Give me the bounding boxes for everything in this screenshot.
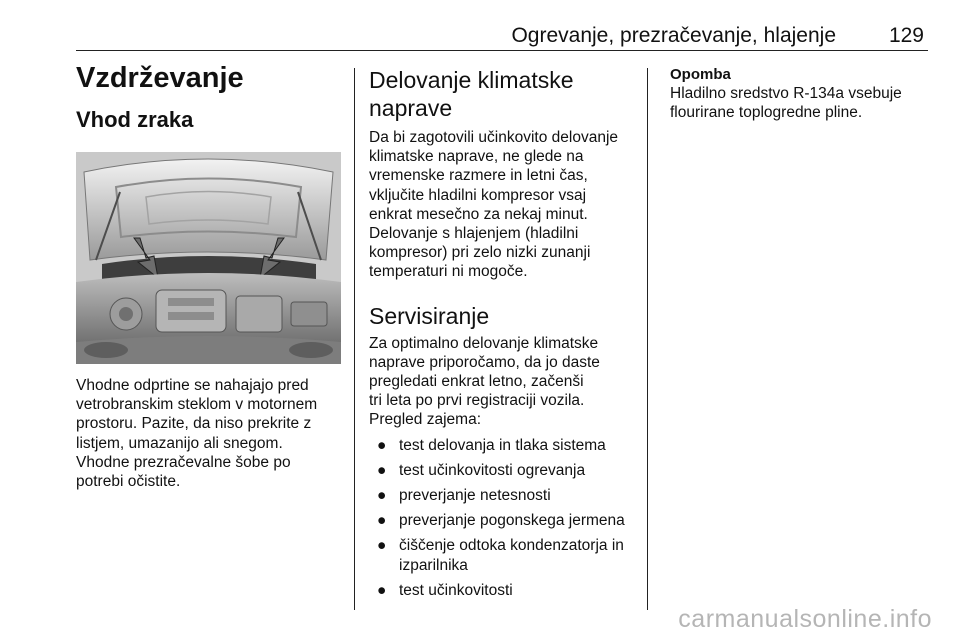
text-line: vremenske razmere in letni čas, <box>369 167 588 185</box>
text-line: prostoru. Pazite, da niso prekrite z <box>76 415 312 433</box>
section-heading: Vzdrževanje <box>76 62 244 94</box>
text-line: potrebi očistite. <box>76 473 181 491</box>
bullet-icon: ● <box>377 461 387 479</box>
list-item-text: test delovanja in tlaka sistema <box>399 436 606 454</box>
text-line: Vhodne odprtine se nahajajo pred <box>76 377 309 394</box>
list-item-text: izparilnika <box>399 556 468 574</box>
page-header <box>76 24 928 50</box>
watermark: carmanualsonline.info <box>678 605 932 633</box>
text-line: flourirane toplogredne pline. <box>670 104 863 122</box>
header-title: Ogrevanje, prezračevanje, hlajenje <box>511 24 836 47</box>
servicing-heading: Servisiranje <box>369 302 490 329</box>
column-divider-1 <box>354 68 355 610</box>
note-label: Opomba <box>670 66 731 83</box>
text-line: temperaturi ni mogoče. <box>369 263 528 281</box>
engine-bay-photo <box>76 152 341 364</box>
text-line: Vhodne prezračevalne šobe po <box>76 453 291 471</box>
left-column <box>76 60 341 491</box>
list-item-text: test učinkovitosti ogrevanja <box>399 461 586 479</box>
text-line: pregledati enkrat letno, začenši <box>369 373 584 391</box>
list-item <box>369 461 637 480</box>
bullet-icon: ● <box>377 512 387 530</box>
heading-line: Delovanje klimatske <box>369 67 574 93</box>
list-item-text: preverjanje netesnosti <box>399 487 551 505</box>
list-item-text: preverjanje pogonskega jermena <box>399 512 625 530</box>
bullet-icon: ● <box>377 436 387 454</box>
text-line: kompresor) pri zelo nizki zunanji <box>369 244 591 262</box>
header-divider <box>76 50 928 51</box>
note-text <box>670 84 930 122</box>
text-line: vključite hladilni kompresor vsaj <box>369 186 587 204</box>
left-body-text <box>76 376 341 491</box>
inspection-list <box>369 436 637 600</box>
servicing-text <box>369 334 637 430</box>
bullet-icon: ● <box>377 581 387 599</box>
text-line: Hladilno sredstvo R-134a vsebuje <box>670 85 902 102</box>
page-number: 129 <box>888 24 924 47</box>
text-line: Delovanje s hlajenjem (hladilni <box>369 225 579 243</box>
text-line: Da bi zagotovili učinkovito delovanje <box>369 129 619 146</box>
list-item <box>369 436 637 455</box>
list-item-text: čiščenje odtoka kondenzatorja in <box>399 537 624 555</box>
list-item-text: test učinkovitosti <box>399 581 513 599</box>
heading-line: naprave <box>369 95 453 121</box>
text-line: Pregled zajema: <box>369 411 482 429</box>
middle-column <box>369 66 637 606</box>
text-line: tri leta po prvi registraciji vozila. <box>369 392 585 410</box>
ac-operation-text <box>369 128 637 282</box>
text-line: vetrobranskim steklom v motornem <box>76 396 318 414</box>
list-item <box>369 536 637 574</box>
text-line: naprave priporočamo, da jo daste <box>369 353 600 371</box>
right-column <box>670 66 930 122</box>
list-item <box>369 511 637 530</box>
text-line: Za optimalno delovanje klimatske <box>369 334 599 352</box>
text-line: enkrat mesečno za nekaj minut. <box>369 205 588 223</box>
bullet-icon: ● <box>377 487 387 505</box>
column-divider-2 <box>647 68 648 610</box>
text-line: listjem, umazanijo ali snegom. <box>76 434 283 452</box>
subsection-heading: Vhod zraka <box>76 107 194 132</box>
list-item <box>369 581 637 600</box>
list-item <box>369 486 637 505</box>
bullet-icon: ● <box>377 537 387 555</box>
text-line: klimatske naprave, ne glede na <box>369 148 584 166</box>
ac-operation-heading <box>369 66 637 122</box>
